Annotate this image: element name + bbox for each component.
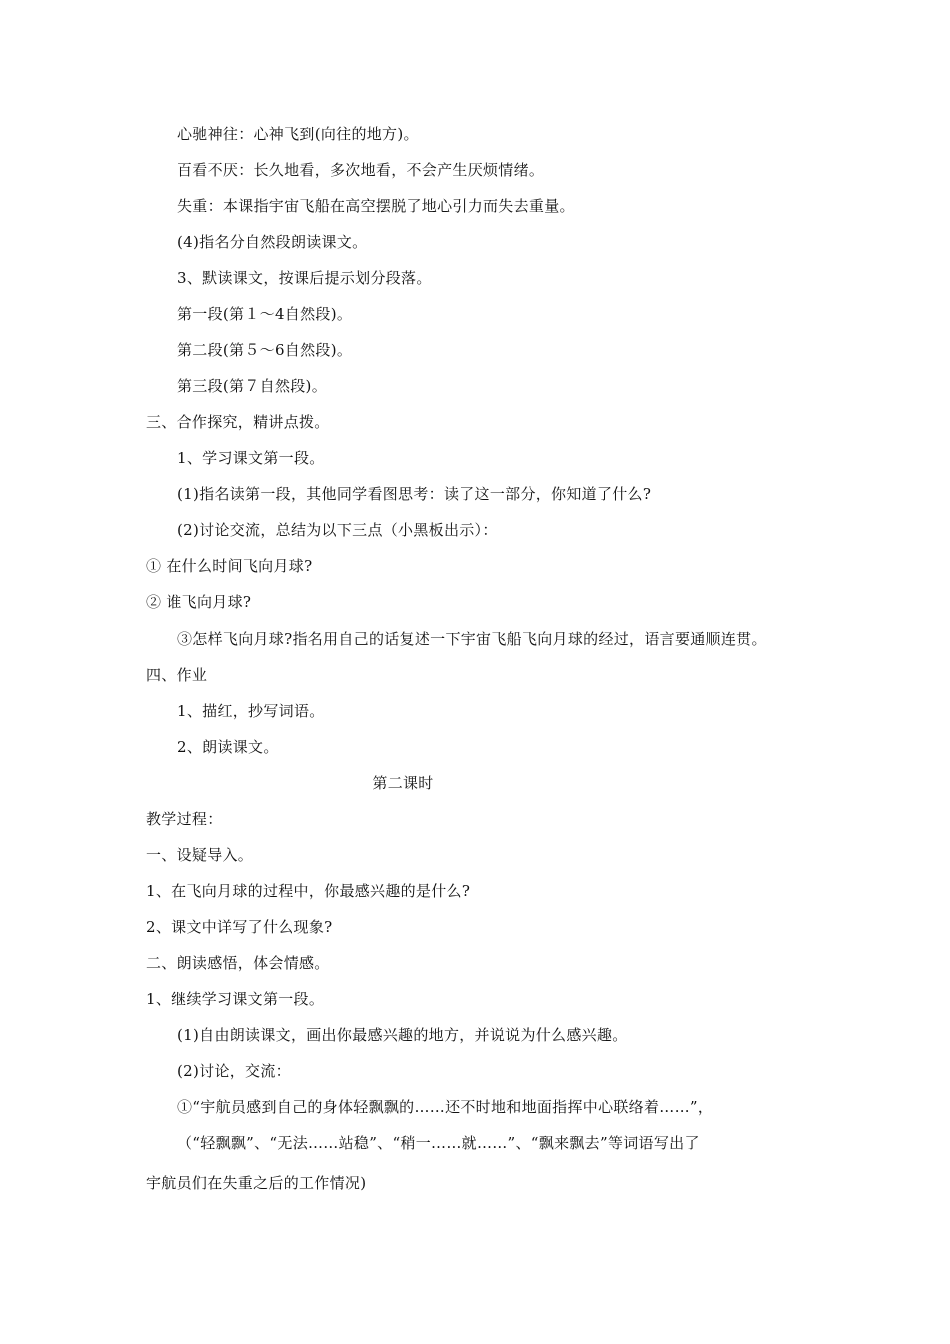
- lesson-two-title: 第二课时: [372, 774, 434, 792]
- heading-teaching-process: 教学过程：: [146, 810, 223, 828]
- step-read-first-section: (1)指名读第一段，其他同学看图思考：读了这一部分，你知道了什么?: [177, 485, 652, 503]
- heading-read-and-feel: 二、朗读感悟，体会情感。: [146, 954, 330, 972]
- definition-baikan-buyan: 百看不厌：长久地看，多次地看，不会产生厌烦情绪。: [177, 161, 545, 179]
- homework-trace-copy: 1、描红，抄写词语。: [177, 702, 325, 720]
- section-two: 第二段(第５～6自然段)。: [177, 341, 353, 359]
- step-silent-reading: 3、默读课文，按课后提示划分段落。: [177, 269, 432, 287]
- section-three: 第三段(第７自然段)。: [177, 377, 328, 395]
- quote-astronaut-body: ①“宇航员感到自己的身体轻飘飘的……还不时地和地面指挥中心联络着……”，: [177, 1098, 714, 1116]
- note-word-analysis: （“轻飘飘”、“无法……站稳”、“稍一……就……”、“飘来飘去”等词语写出了: [177, 1134, 700, 1152]
- section-one: 第一段(第１～4自然段)。: [177, 305, 353, 323]
- heading-homework: 四、作业: [146, 666, 208, 684]
- step-read-paragraphs: (4)指名分自然段朗读课文。: [177, 233, 368, 251]
- question-most-interesting: 1、在飞向月球的过程中，你最感兴趣的是什么?: [146, 882, 471, 900]
- step-study-first-section: 1、学习课文第一段。: [177, 449, 325, 467]
- heading-introduction: 一、设疑导入。: [146, 846, 254, 864]
- homework-read-aloud: 2、朗读课文。: [177, 738, 279, 756]
- point-when: ① 在什么时间飞向月球?: [146, 557, 313, 575]
- definition-xinchi-shenwang: 心驰神往：心神飞到(向往的地方)。: [177, 125, 419, 143]
- step-continue-first-section: 1、继续学习课文第一段。: [146, 990, 325, 1008]
- definition-shizhong: 失重：本课指宇宙飞船在高空摆脱了地心引力而失去重量。: [177, 197, 575, 215]
- heading-cooperative-inquiry: 三、合作探究，精讲点拨。: [146, 413, 330, 431]
- step-discuss-summary: (2)讨论交流，总结为以下三点（小黑板出示）：: [177, 521, 498, 539]
- point-how: ③怎样飞向月球?指名用自己的话复述一下宇宙飞船飞向月球的经过，语言要通顺连贯。: [177, 630, 767, 648]
- note-word-analysis-continued: 宇航员们在失重之后的工作情况): [146, 1174, 367, 1192]
- question-detailed-phenomenon: 2、课文中详写了什么现象?: [146, 918, 333, 936]
- step-discussion: (2)讨论，交流：: [177, 1062, 291, 1080]
- step-free-reading: (1)自由朗读课文，画出你最感兴趣的地方，并说说为什么感兴趣。: [177, 1026, 628, 1044]
- point-who: ② 谁飞向月球?: [146, 593, 252, 611]
